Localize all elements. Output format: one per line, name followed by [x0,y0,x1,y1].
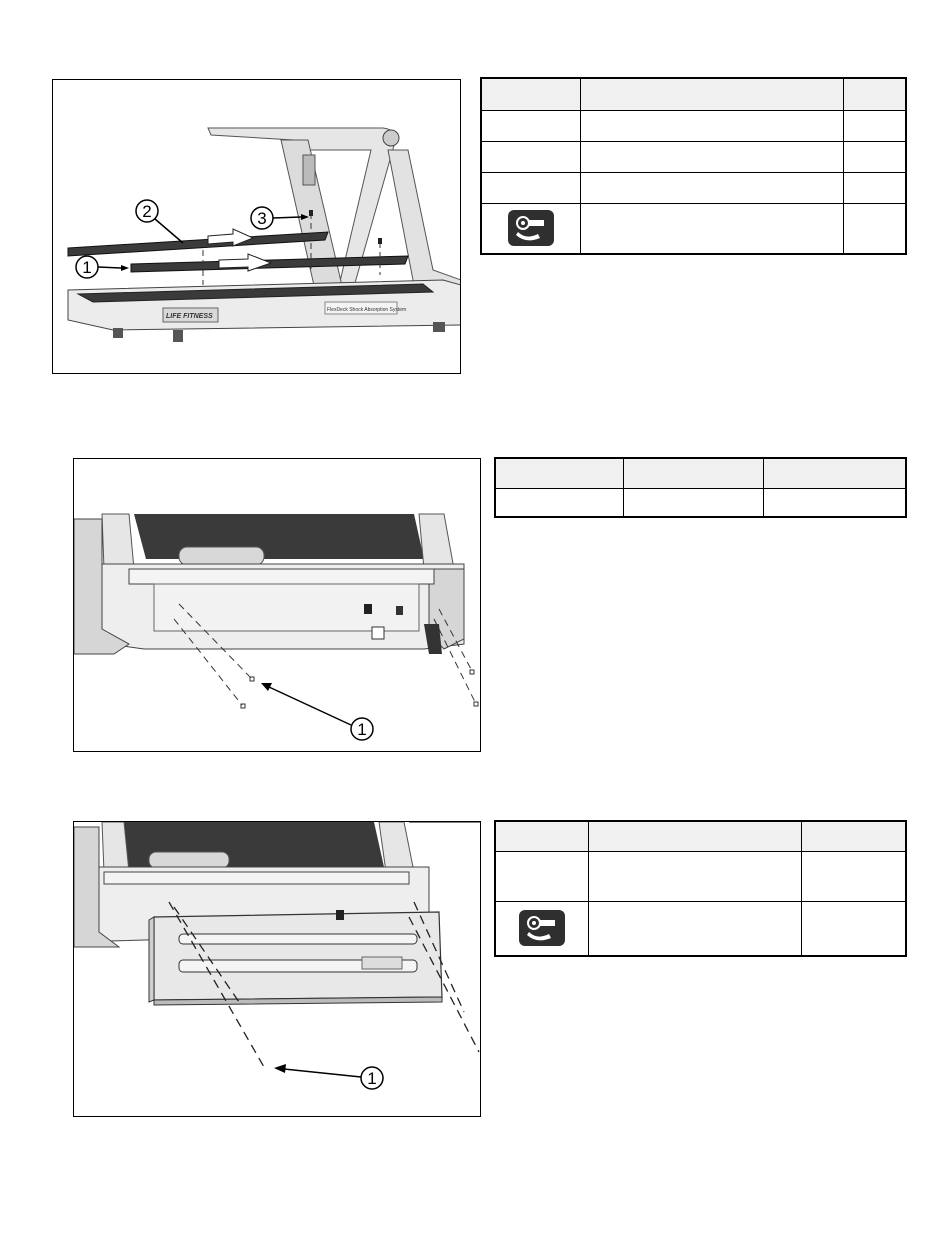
svg-text:1: 1 [82,258,92,277]
table1-cell [481,141,581,172]
table2-cell [624,488,764,517]
callout-2 [136,200,183,243]
table3-header-cell [495,821,589,851]
table1-header-cell [481,78,581,110]
table2-cell [764,488,907,517]
table1-cell [581,203,844,254]
table1-cell [581,110,844,141]
power-drill-icon [508,210,554,246]
table3-tool-cell [495,901,589,956]
table3-cell [589,901,802,956]
table1-cell [481,110,581,141]
brand-plate: LIFE FITNESS [166,313,213,320]
table1-cell [844,172,907,203]
power-drill-icon [519,910,565,946]
table1-cell [581,172,844,203]
treadmill-side-illustration [53,80,461,374]
svg-text:2: 2 [142,202,152,221]
figure-treadmill-front-shroud-screws [73,458,481,752]
table1-header-cell [844,78,907,110]
treadmill-front-illustration [74,459,481,752]
svg-text:1: 1 [367,1069,377,1088]
table1-cell [481,172,581,203]
table2-header-cell [764,458,907,488]
table3-cell [495,851,589,901]
callout-1 [76,256,129,278]
table1-cell [844,110,907,141]
table3-cell [589,851,802,901]
treadmill-shroud-illustration [74,822,481,1117]
deck-label: FlexDeck Shock Absorption System [327,307,407,313]
table1-tool-cell [481,203,581,254]
svg-text:1: 1 [357,720,367,739]
table2-header-cell [624,458,764,488]
table1-header-cell [581,78,844,110]
figure-treadmill-front-shroud-removal [73,821,481,1117]
table1-cell [844,203,907,254]
table1-cell [844,141,907,172]
table2-header-cell [495,458,624,488]
parts-table-2 [494,457,907,518]
parts-table-3 [494,820,907,957]
table1-cell [581,141,844,172]
callout-1 [274,1064,383,1089]
table3-cell [802,851,907,901]
figure-treadmill-side-panels [52,79,461,374]
parts-table-1 [480,77,907,255]
table3-header-cell [802,821,907,851]
table3-header-cell [589,821,802,851]
svg-text:3: 3 [257,209,267,228]
table3-cell [802,901,907,956]
callout-1 [261,683,373,740]
table2-cell [495,488,624,517]
